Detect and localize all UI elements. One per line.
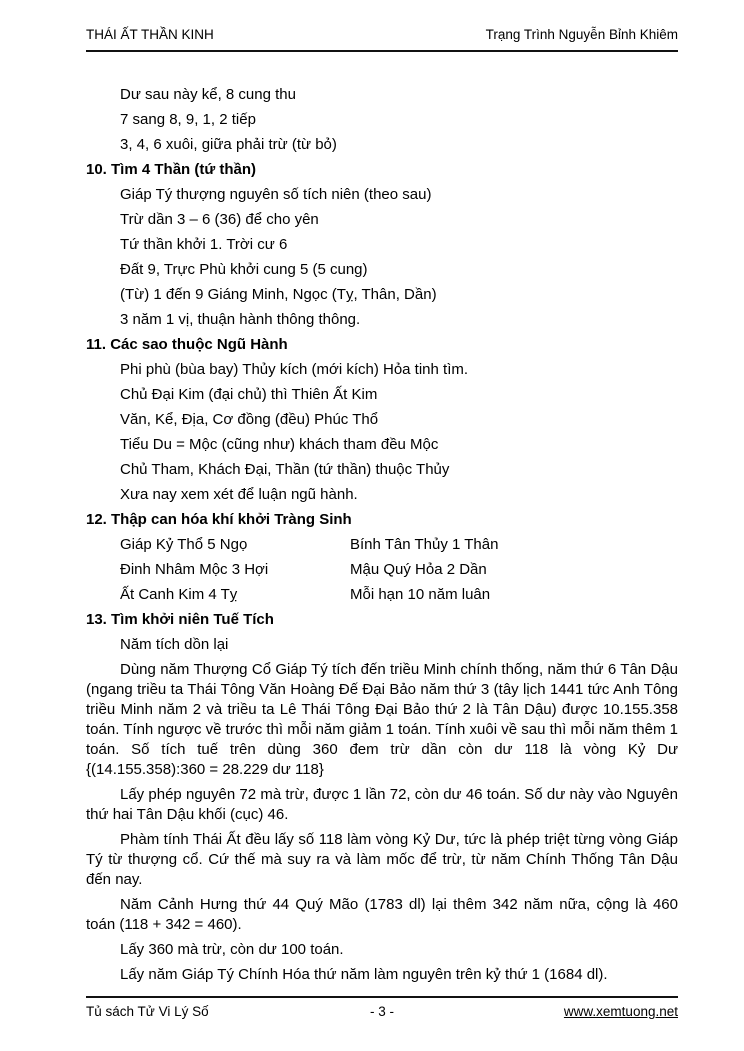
page-footer bbox=[86, 996, 678, 1020]
row-right-cell: Mậu Quý Hỏa 2 Dần bbox=[350, 561, 487, 578]
body-paragraph: Dùng năm Thượng Cổ Giáp Tý tích đến triều Minh chính thống, năm thứ 6 Tân Dậu (ngang triều ta Thái Tông Văn Hoàng Đế Đại Bảo năm thứ 3 (tây lịch 1441 tức Anh Tông triều Minh năm 2 và triều ta Lê Thái Tông Đại Bảo thứ 2 là Tân Dậu) được 10.155.358 toán. Tính ngược về trước thì mỗi năm giảm 1 toán. Tính xuôi về sau thì mỗi năm thêm 1 toán. Số tích tuế trên dùng 360 đem trừ dần còn dư 118 là vòng Kỷ Dư {(14.155.358):360 = 28.229 dư 118} bbox=[86, 661, 678, 778]
two-column-row bbox=[120, 532, 678, 557]
section-heading-13: 13. Tìm khởi niên Tuế Tích bbox=[86, 611, 274, 628]
page-header bbox=[86, 26, 678, 52]
two-column-row bbox=[120, 557, 678, 582]
verse-line: Trừ dần 3 – 6 (36) để cho yên bbox=[120, 211, 319, 228]
footer-page-number: - 3 - bbox=[369, 1004, 394, 1019]
verse-line: Đất 9, Trực Phù khởi cung 5 (5 cung) bbox=[120, 261, 368, 278]
verse-line: 3 năm 1 vị, thuận hành thông thông. bbox=[120, 311, 361, 328]
body-paragraph: Năm Cảnh Hưng thứ 44 Quý Mão (1783 dl) lại thêm 342 năm nữa, cộng là 460 toán (118 + 342 = 460). bbox=[86, 896, 678, 933]
verse-line: Phi phù (bùa bay) Thủy kích (mới kích) Hỏa tinh tìm. bbox=[120, 361, 469, 378]
verse-line: (Từ) 1 đến 9 Giáng Minh, Ngọc (Tỵ, Thân, Dần) bbox=[120, 286, 437, 303]
row-right-cell: Bính Tân Thủy 1 Thân bbox=[350, 536, 499, 553]
section-heading-10: 10. Tìm 4 Thần (tứ thần) bbox=[86, 161, 257, 178]
row-left-cell: Giáp Kỷ Thổ 5 Ngọ bbox=[120, 536, 248, 553]
verse-line: Tiểu Du = Mộc (cũng như) khách tham đều Mộc bbox=[120, 436, 439, 453]
verse-line: 3, 4, 6 xuôi, giữa phải trừ (từ bỏ) bbox=[120, 136, 337, 153]
verse-line: Chủ Tham, Khách Đại, Thần (tứ thần) thuộc Thủy bbox=[120, 461, 450, 478]
verse-line: Giáp Tý thượng nguyên số tích niên (theo sau) bbox=[120, 186, 432, 203]
header-author: Trạng Trình Nguyễn Bỉnh Khiêm bbox=[485, 27, 678, 42]
header-book-title: THÁI ẤT THẦN KINH bbox=[86, 27, 214, 42]
footer-website-link[interactable]: www.xemtuong.net bbox=[563, 1004, 678, 1019]
verse-line: Tứ thần khởi 1. Trời cư 6 bbox=[120, 236, 288, 253]
row-right-cell: Mỗi hạn 10 năm luân bbox=[350, 586, 491, 603]
verse-line: 7 sang 8, 9, 1, 2 tiếp bbox=[120, 111, 256, 128]
section-subtitle: Năm tích dồn lại bbox=[120, 636, 229, 653]
section-heading-11: 11. Các sao thuộc Ngũ Hành bbox=[86, 336, 288, 353]
section-heading-12: 12. Thập can hóa khí khởi Tràng Sinh bbox=[86, 511, 352, 528]
row-left-cell: Đinh Nhâm Mộc 3 Hợi bbox=[120, 561, 269, 578]
verse-line: Văn, Kể, Địa, Cơ đồng (đều) Phúc Thổ bbox=[120, 411, 379, 428]
footer-series-title: Tủ sách Tử Vi Lý Số bbox=[86, 1004, 209, 1019]
verse-line: Dư sau này kể, 8 cung thu bbox=[120, 86, 296, 103]
verse-line: Xưa nay xem xét để luận ngũ hành. bbox=[120, 486, 358, 503]
body-paragraph: Lấy năm Giáp Tý Chính Hóa thứ năm làm nguyên trên kỷ thứ 1 (1684 dl). bbox=[120, 966, 608, 983]
verse-line: Chủ Đại Kim (đại chủ) thì Thiên Ất Kim bbox=[120, 386, 378, 403]
body-paragraph: Lấy 360 mà trừ, còn dư 100 toán. bbox=[120, 941, 344, 958]
two-column-row bbox=[120, 582, 678, 607]
document-body bbox=[86, 82, 678, 990]
body-paragraph: Phàm tính Thái Ất đều lấy số 118 làm vòng Kỷ Dư, tức là phép triệt từng vòng Giáp Tý từ thượng cổ. Cứ thế mà suy ra và làm mốc để trừ, từ năm Chính Thống Tân Dậu đến nay. bbox=[86, 831, 678, 888]
row-left-cell: Ất Canh Kim 4 Tỵ bbox=[120, 586, 238, 603]
body-paragraph: Lấy phép nguyên 72 mà trừ, được 1 lần 72, còn dư 46 toán. Số dư này vào Nguyên thứ hai Tân Dậu khối (cục) 46. bbox=[86, 786, 678, 823]
